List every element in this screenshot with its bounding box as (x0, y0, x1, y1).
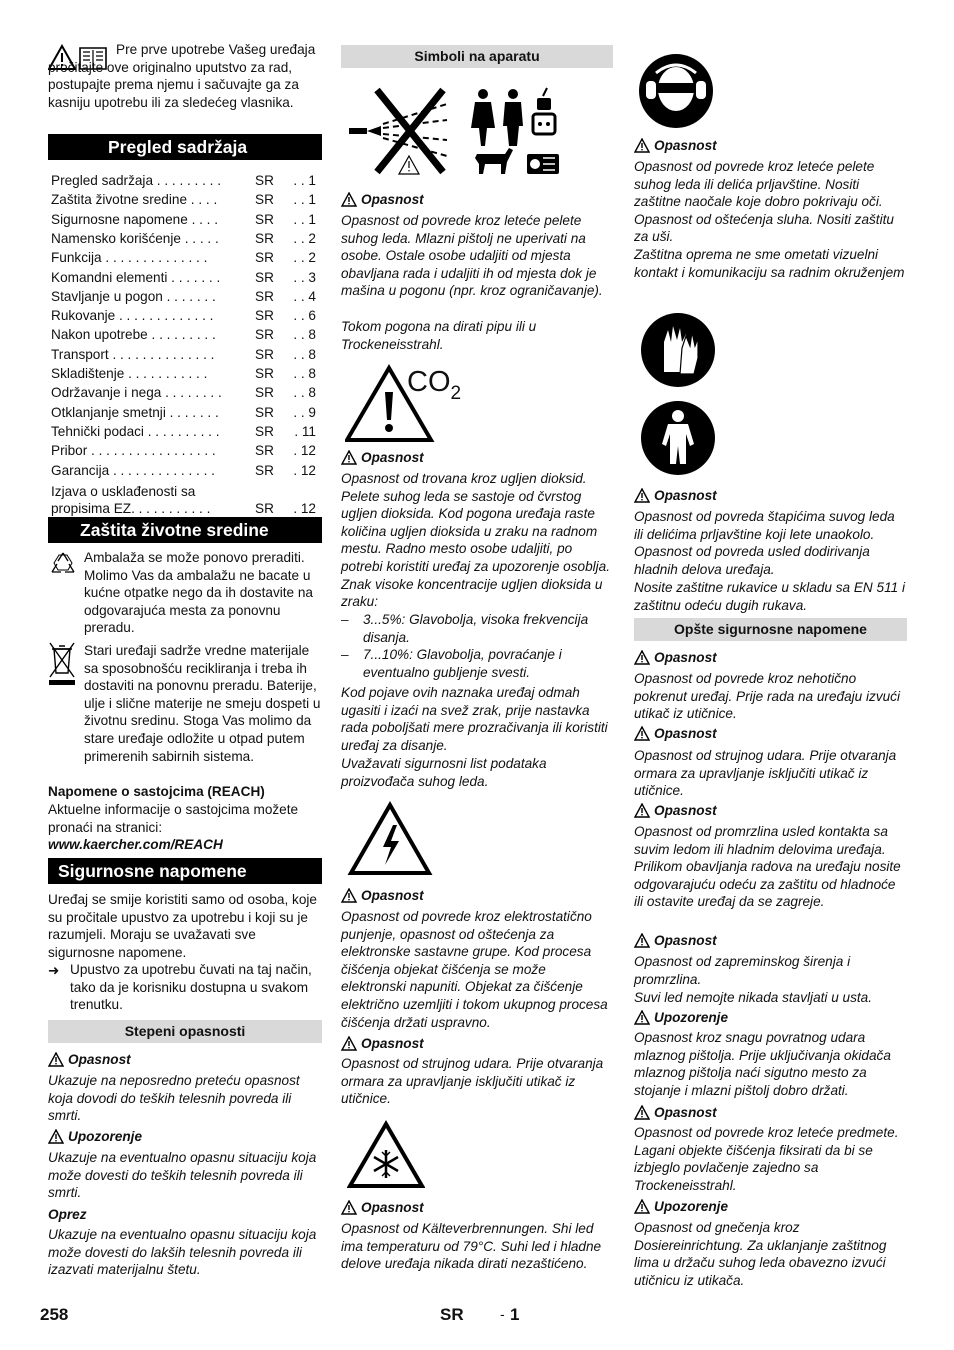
sym3-text: Opasnost od povrede kroz elektrostatično punjenje, opasnost od oštećenja za elektronske sastavne grupe. Kod procesa čišćenja objekat čišćenja se može elektronski napuniti. Objekat za čišćenje električno uzemljiti i tokom ukupnog procesa čišćenja držati uspravno. (341, 909, 608, 1030)
toc-title: Otklanjanje smetnji . . . . . . . (51, 404, 219, 420)
warning-icon (634, 650, 650, 665)
sym1-text: Opasnost od povrede kroz leteće pelete suhog leda. Mlazni pištolj ne uperivati na osobe. Ostale osobe udaljiti od mjesta obavljana rada i udaljiti ih od mjesta dok je mašina u pogonu (npr. kroz ograničavanje). (341, 213, 603, 299)
toc-page: . . 4 (293, 288, 316, 304)
toc-row[interactable] (51, 384, 322, 403)
arrow-icon: ➜ (48, 963, 60, 978)
g2-head: Opasnost (634, 725, 717, 743)
safety-arrow-text: Upustvo za upotrebu čuvati na taj način, tako da je korisniku dostupna u svakom trenutku. (70, 962, 312, 1013)
toc-lang: SR (255, 327, 274, 343)
warning-icon (634, 933, 650, 948)
sym3-head: Opasnost (341, 887, 424, 905)
toc-page: . . 8 (293, 385, 316, 401)
toc-row[interactable] (51, 365, 322, 384)
toc-page: . . 6 (293, 308, 316, 324)
toc-lang: SR (255, 462, 274, 478)
toc-page: . . 1 (293, 192, 316, 208)
crossed-bin-icon (48, 641, 76, 687)
toc-row[interactable] (51, 483, 322, 519)
g7-head: Upozorenje (634, 1198, 728, 1216)
toc-heading: Pregled sadržaja (48, 134, 322, 160)
env-devices-text: Stari uređaji sadrže vredne materijale sa sposobnošću recikliranja i treba ih dostaviti na ponovnu preradu. Baterije, ulje i slične materije ne smeju dospeti u životnu sredinu. Stoga Vas molimo da stare uređaje odložite u otpad putem primerenih sabirnih sistema. (84, 643, 321, 764)
warning-icon (341, 192, 357, 207)
toc-row[interactable] (51, 346, 322, 365)
toc-row[interactable] (51, 404, 322, 423)
toc-page: . . 8 (293, 346, 316, 362)
warning-icon (634, 803, 650, 818)
warning-icon (48, 1052, 64, 1067)
toc-row[interactable] (51, 307, 322, 326)
toc-row[interactable] (51, 269, 322, 288)
list-item: – 3...5%: Glavobolja, visoka frekvencija disanja. (341, 611, 613, 646)
toc-page: . . 1 (293, 173, 316, 188)
co2-label: $CO_2$ (407, 366, 462, 404)
jet-person-warning-icon (347, 84, 567, 180)
sym2-text3: Uvažavati sigurnosni list podataka proizvođača suhog leda. (341, 756, 547, 789)
gloves-icon (640, 312, 716, 388)
warning-icon (48, 1129, 64, 1144)
ppe2-text2: Nosite zaštitne rukavice u skladu sa EN 511 i zaštitnu odeću dugih rukava. (634, 580, 905, 613)
sym2-head: Opasnost (341, 449, 424, 467)
toc-lang: SR (255, 211, 274, 227)
g1-text: Opasnost od povrede kroz nehotično pokrenut uređaj. Prije rada na uređaju izvući utikač iz utičnice. (634, 671, 900, 722)
warning-icon (634, 1199, 650, 1214)
reach-text: Aktuelne informacije o sastojcima možete pronaći na stranici: (48, 802, 299, 835)
list-item: – 7...10%: Glavobolja, povraćanje i eventualno gubljenje svesti. (341, 646, 613, 681)
sym5-head: Opasnost (341, 1199, 424, 1217)
toc-page: . . 3 (293, 269, 316, 285)
cold-warning-icon (347, 1120, 425, 1190)
ppe2-text: Opasnost od povreda štapićima suvog leda ili delićima prljavštine koji lete unaokolo. Opasnost od povreda usled dodirivanja hladnih delova uređaja. (634, 509, 895, 577)
toc-lang: SR (255, 500, 274, 516)
level-warning-head: Upozorenje (48, 1128, 142, 1146)
toc-title: Komandni elementi . . . . . . . (51, 269, 221, 285)
toc-title: Nakon upotrebe . . . . . . . . . (51, 327, 216, 343)
ppe1-text2: Zaštitna oprema ne sme ometati vizuelni kontakt i komunikaciju sa radnim okruženjem (634, 247, 905, 280)
level-danger-head: Opasnost (48, 1051, 131, 1069)
toc-row[interactable] (51, 191, 322, 210)
env-packaging-text: Ambalaža se može ponovo preraditi. Molimo Vas da ambalažu ne bacate u kućne otpatke nego da ih dostavite na odgovarajuća mesta za ponovnu preradu. (84, 550, 313, 636)
warning-icon (634, 1105, 650, 1120)
sym1-text2: Tokom pogona na dirati pipu ili u Trockeneisstrahl. (341, 319, 537, 352)
toc-lang: SR (255, 173, 274, 188)
sym5-text: Opasnost od Kälteverbrennungen. Shi led ima temperaturu od 79°C. Suhi led i hladne delove uređaja nikada dirati nezaštićeno. (341, 1221, 602, 1272)
toc-lang: SR (255, 250, 274, 266)
toc-title: Rukovanje . . . . . . . . . . . . . (51, 308, 214, 324)
toc-title: propisima EZ. . . . . . . . . . . (51, 500, 211, 516)
toc-lang: SR (255, 192, 274, 208)
toc-row[interactable] (51, 211, 322, 230)
safety-intro: Uređaj se smije koristiti samo od osoba, koje su pročitale upustvo za upotrebu i koji su je razumjeli. Moraju se uvažavati sve sigurnosne napomene. (48, 892, 317, 960)
levels-heading: Stepeni opasnosti (48, 1020, 322, 1043)
toc-title: Skladištenje . . . . . . . . . . . (51, 366, 208, 381)
g5-text: Opasnost kroz snagu povratnog udara mlaznog pištolja. Prije uključivanja okidača mlaznog pištolja naći sigutno mesto za stojanje i mlazni pištolj dobro držati. (634, 1030, 891, 1098)
g5-head: Upozorenje (634, 1009, 728, 1027)
toc-page: . . 8 (293, 366, 316, 381)
language-code: SR (440, 1305, 464, 1324)
g3-text: Opasnost od promrzlina usled kontakta sa suvim ledom ili hladnim delovima uređaja. Prilikom obavljanja radova na uređaju nosite odgovarajuću odeću za zaštitu od hladnoće ili ostavite uređaj da se zagreje. (634, 824, 901, 910)
safety-heading: Sigurnosne napomene (48, 858, 322, 884)
symbols-heading: Simboli na aparatu (341, 45, 613, 68)
toc-page: . . 9 (293, 404, 316, 420)
warning-icon (341, 888, 357, 903)
g1-head: Opasnost (634, 649, 717, 667)
g6-text: Opasnost od povrede kroz leteće predmete. Lagani objekte čišćenja fiksirati da bi se izbjeglo povlačenje zajedno sa Trockeneisstrahl. (634, 1125, 899, 1193)
warning-icon (634, 1010, 650, 1025)
g2-text: Opasnost od strujnog udara. Prije otvaranja ormara za upravljanje isključiti utikač iz utičnice. (634, 748, 897, 799)
eye-ear-protection-icon (638, 53, 714, 129)
warning-icon (341, 1200, 357, 1215)
toc-lang: SR (255, 288, 274, 304)
toc-title: Izjava o usklađenosti sa (51, 483, 196, 499)
toc-title: Pregled sadržaja . . . . . . . . . (51, 173, 221, 188)
toc-title: Sigurnosne napomene . . . . (51, 211, 219, 227)
toc-lang: SR (255, 404, 274, 420)
toc-title: Zaštita životne sredine . . . . (51, 192, 218, 208)
g4-text: Opasnost od zapreminskog širenja i promrzlina. (634, 954, 851, 987)
toc-row[interactable] (51, 288, 322, 307)
g6-head: Opasnost (634, 1104, 717, 1122)
ppe2-head: Opasnost (634, 487, 717, 505)
level-caution-head: Oprez (48, 1207, 87, 1222)
toc-page: . 12 (293, 500, 316, 516)
toc-row[interactable] (51, 230, 322, 249)
toc-lang: SR (255, 423, 274, 439)
toc-list (48, 172, 322, 517)
page-number: 258 (40, 1305, 69, 1324)
toc-page: . . 8 (293, 327, 316, 343)
toc-row[interactable] (51, 442, 322, 461)
level-caution-text: Ukazuje na eventualno opasnu situaciju koja može dovesti do lakših telesnih povreda ili izazvati materijalnu štetu. (48, 1227, 317, 1278)
toc-row[interactable] (51, 172, 322, 191)
ppe1-head: Opasnost (634, 137, 717, 155)
reach-title: Napomene o sastojcima (REACH) (48, 784, 265, 799)
warning-icon (341, 1036, 357, 1051)
toc-row[interactable] (51, 423, 322, 442)
toc-lang: SR (255, 269, 274, 285)
toc-title: Namensko korišćenje . . . . . (51, 230, 219, 246)
toc-lang: SR (255, 308, 274, 324)
toc-row[interactable] (51, 326, 322, 345)
toc-page: . . 2 (293, 250, 316, 266)
sym2-text2: Kod pojave ovih naznaka uređaj odmah ugasiti i izaći na svež zrak, prije nastavka rada poboljšati mere prozračivanja ili koristiti uređaj za disanje. (341, 685, 608, 753)
intro-text: Pre prve upotrebe Vašeg uređaja pročitajte ove originalno uputstvo za rad, postupajte prema njemu i sačuvajte ga za kasniju upotrebu ili za sledećeg vlasnika. (48, 42, 316, 110)
toc-title: Funkcija . . . . . . . . . . . . . . (51, 250, 208, 266)
reach-link[interactable]: www.kaercher.com/REACH (48, 837, 223, 852)
toc-title: Transport . . . . . . . . . . . . . . (51, 346, 215, 362)
toc-title: Garancija . . . . . . . . . . . . . . (51, 462, 215, 478)
general-heading: Opšte sigurnosne napomene (634, 618, 907, 641)
level-warning-text: Ukazuje na eventualno opasnu situaciju koja može dovesti do teških telesnih povreda ili smrti. (48, 1150, 317, 1201)
footer-dash: - (500, 1306, 505, 1322)
toc-page: . . 2 (293, 230, 316, 246)
ppe1-text: Opasnost od povrede kroz leteće pelete suhog leda ili delića prljavštine. Nositi zaštitne naočale koje dobro pokrivaju oči. Opasnost od oštećenja sluha. Nositi zaštitu za uši. (634, 159, 894, 245)
toc-lang: SR (255, 385, 274, 401)
recycle-icon (48, 550, 78, 580)
g4-head: Opasnost (634, 932, 717, 950)
sym4-head: Opasnost (341, 1035, 424, 1053)
toc-row[interactable] (51, 462, 322, 481)
g3-head: Opasnost (634, 802, 717, 820)
toc-page: . 11 (294, 423, 316, 439)
toc-title: Tehnički podaci . . . . . . . . . . (51, 423, 220, 439)
warning-icon (341, 450, 357, 465)
toc-page: . 12 (293, 443, 316, 459)
toc-page: . 12 (293, 462, 316, 478)
sym2-list (341, 611, 613, 681)
toc-lang: SR (255, 346, 274, 362)
toc-title: Održavanje i nega . . . . . . . . (51, 385, 222, 401)
warning-icon (634, 488, 650, 503)
g4-text2: Suvi led nemojte nikada stavljati u usta. (634, 990, 873, 1005)
toc-lang: SR (255, 366, 274, 381)
toc-row[interactable] (51, 249, 322, 268)
toc-title: Pribor . . . . . . . . . . . . . . . . . (51, 443, 216, 459)
section-page: 1 (510, 1305, 520, 1324)
level-danger-text: Ukazuje na neposredno preteću opasnost koja dovodi do teških telesnih povreda ili smrti. (48, 1073, 300, 1124)
env-heading: Zaštita životne sredine (48, 517, 322, 543)
toc-lang: SR (255, 230, 274, 246)
toc-title: Stavljanje u pogon . . . . . . . (51, 288, 216, 304)
sym4-text: Opasnost od strujnog udara. Prije otvaranja ormara za upravljanje isključiti utikač iz utičnice. (341, 1056, 604, 1107)
warning-icon (634, 138, 650, 153)
sym1-head: Opasnost (341, 191, 424, 209)
protective-suit-icon (640, 400, 716, 476)
toc-page: . . 1 (293, 211, 316, 227)
electric-warning-icon (347, 801, 433, 877)
sym2-text: Opasnost od trovana kroz ugljen dioksid. Pelete suhog leda se sastoje od čvrstog ugljen dioksida. Kod pogona uređaja raste količina ugljen dioksida u zraku na radnom mestu. Radno mesto osobe udaljiti, po potrebi koristiti uređaj za upozorenje osoblja. Znak visoke koncentracije ugljen dioksida u zraku: (341, 471, 611, 610)
toc-lang: SR (255, 443, 274, 459)
g7-text: Opasnost od gnečenja kroz Dosiereinrichtung. Za uklanjanje zaštitnog lima u držaču suhog leda obavezno izvući utičnicu iz utikača. (634, 1220, 887, 1288)
warning-icon (634, 726, 650, 741)
